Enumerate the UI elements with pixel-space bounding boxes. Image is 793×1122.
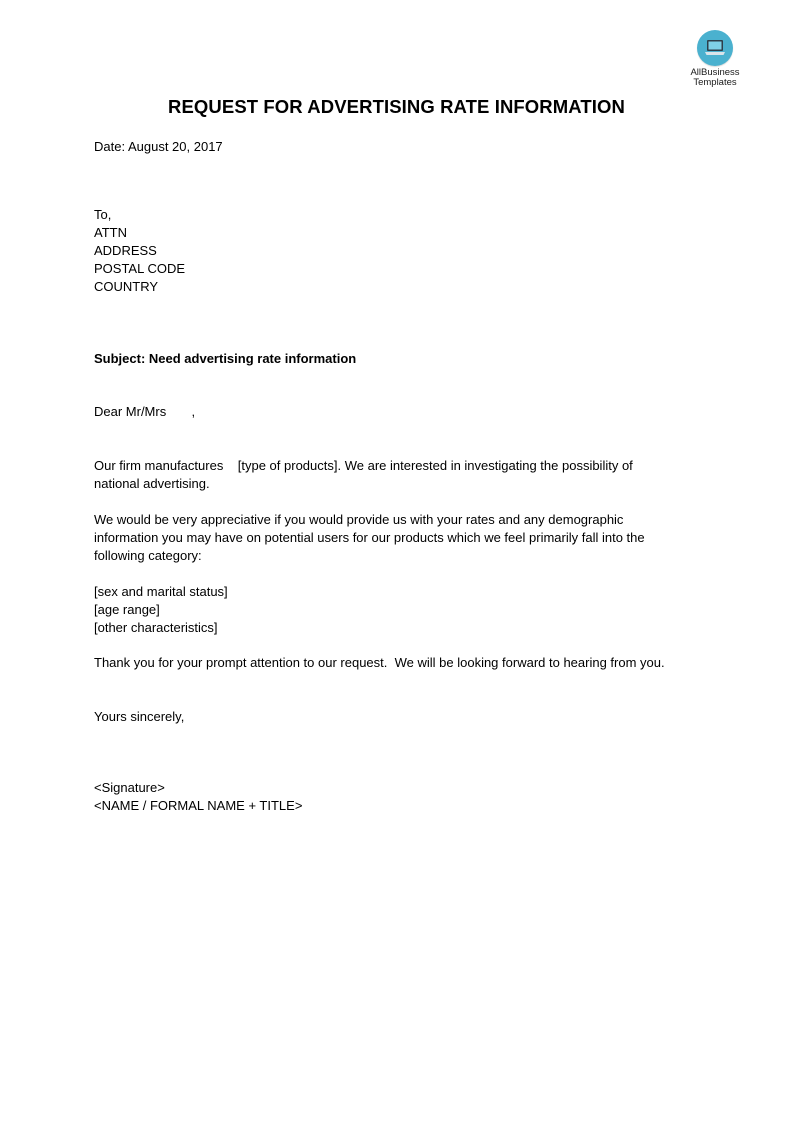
body-paragraph-1-line-2: national advertising. xyxy=(94,476,210,491)
address-postal-code: POSTAL CODE xyxy=(94,261,186,276)
document-title: REQUEST FOR ADVERTISING RATE INFORMATION xyxy=(168,96,625,117)
body-paragraph-3: Thank you for your prompt attention to our request. We will be looking forward to hearing from you. xyxy=(94,655,665,670)
date-line: Date: August 20, 2017 xyxy=(94,139,223,154)
address-street: ADDRESS xyxy=(94,243,157,258)
logo-text-line2: Templates xyxy=(693,77,737,88)
body-paragraph-2-line-3: following category: xyxy=(94,548,202,563)
category-list-item: [sex and marital status] xyxy=(94,584,228,599)
address-country: COUNTRY xyxy=(94,279,159,294)
address-to: To, xyxy=(94,207,112,222)
signature-placeholder: <Signature> xyxy=(94,780,165,795)
laptop-icon xyxy=(697,30,733,66)
logo-text-line1: AllBusiness xyxy=(690,67,740,78)
salutation: Dear Mr/Mrs , xyxy=(94,404,196,419)
subject-line: Subject: Need advertising rate information xyxy=(94,351,357,366)
closing: Yours sincerely, xyxy=(94,709,185,724)
category-list-item: [age range] xyxy=(94,602,160,617)
body-paragraph-1-line-1: Our firm manufactures [type of products]. We are interested in investigating the possibility of xyxy=(94,458,633,473)
logo-text xyxy=(680,68,750,88)
address-attn: ATTN xyxy=(94,225,127,240)
name-title-placeholder: <NAME / FORMAL NAME + TITLE> xyxy=(94,798,303,813)
body-paragraph-2-line-2: information you may have on potential users for our products which we feel primarily fall into the xyxy=(94,530,645,545)
body-paragraph-2-line-1: We would be very appreciative if you would provide us with your rates and any demographic xyxy=(94,512,624,527)
category-list-item: [other characteristics] xyxy=(94,620,218,635)
allbusiness-templates-logo[interactable] xyxy=(680,30,750,88)
